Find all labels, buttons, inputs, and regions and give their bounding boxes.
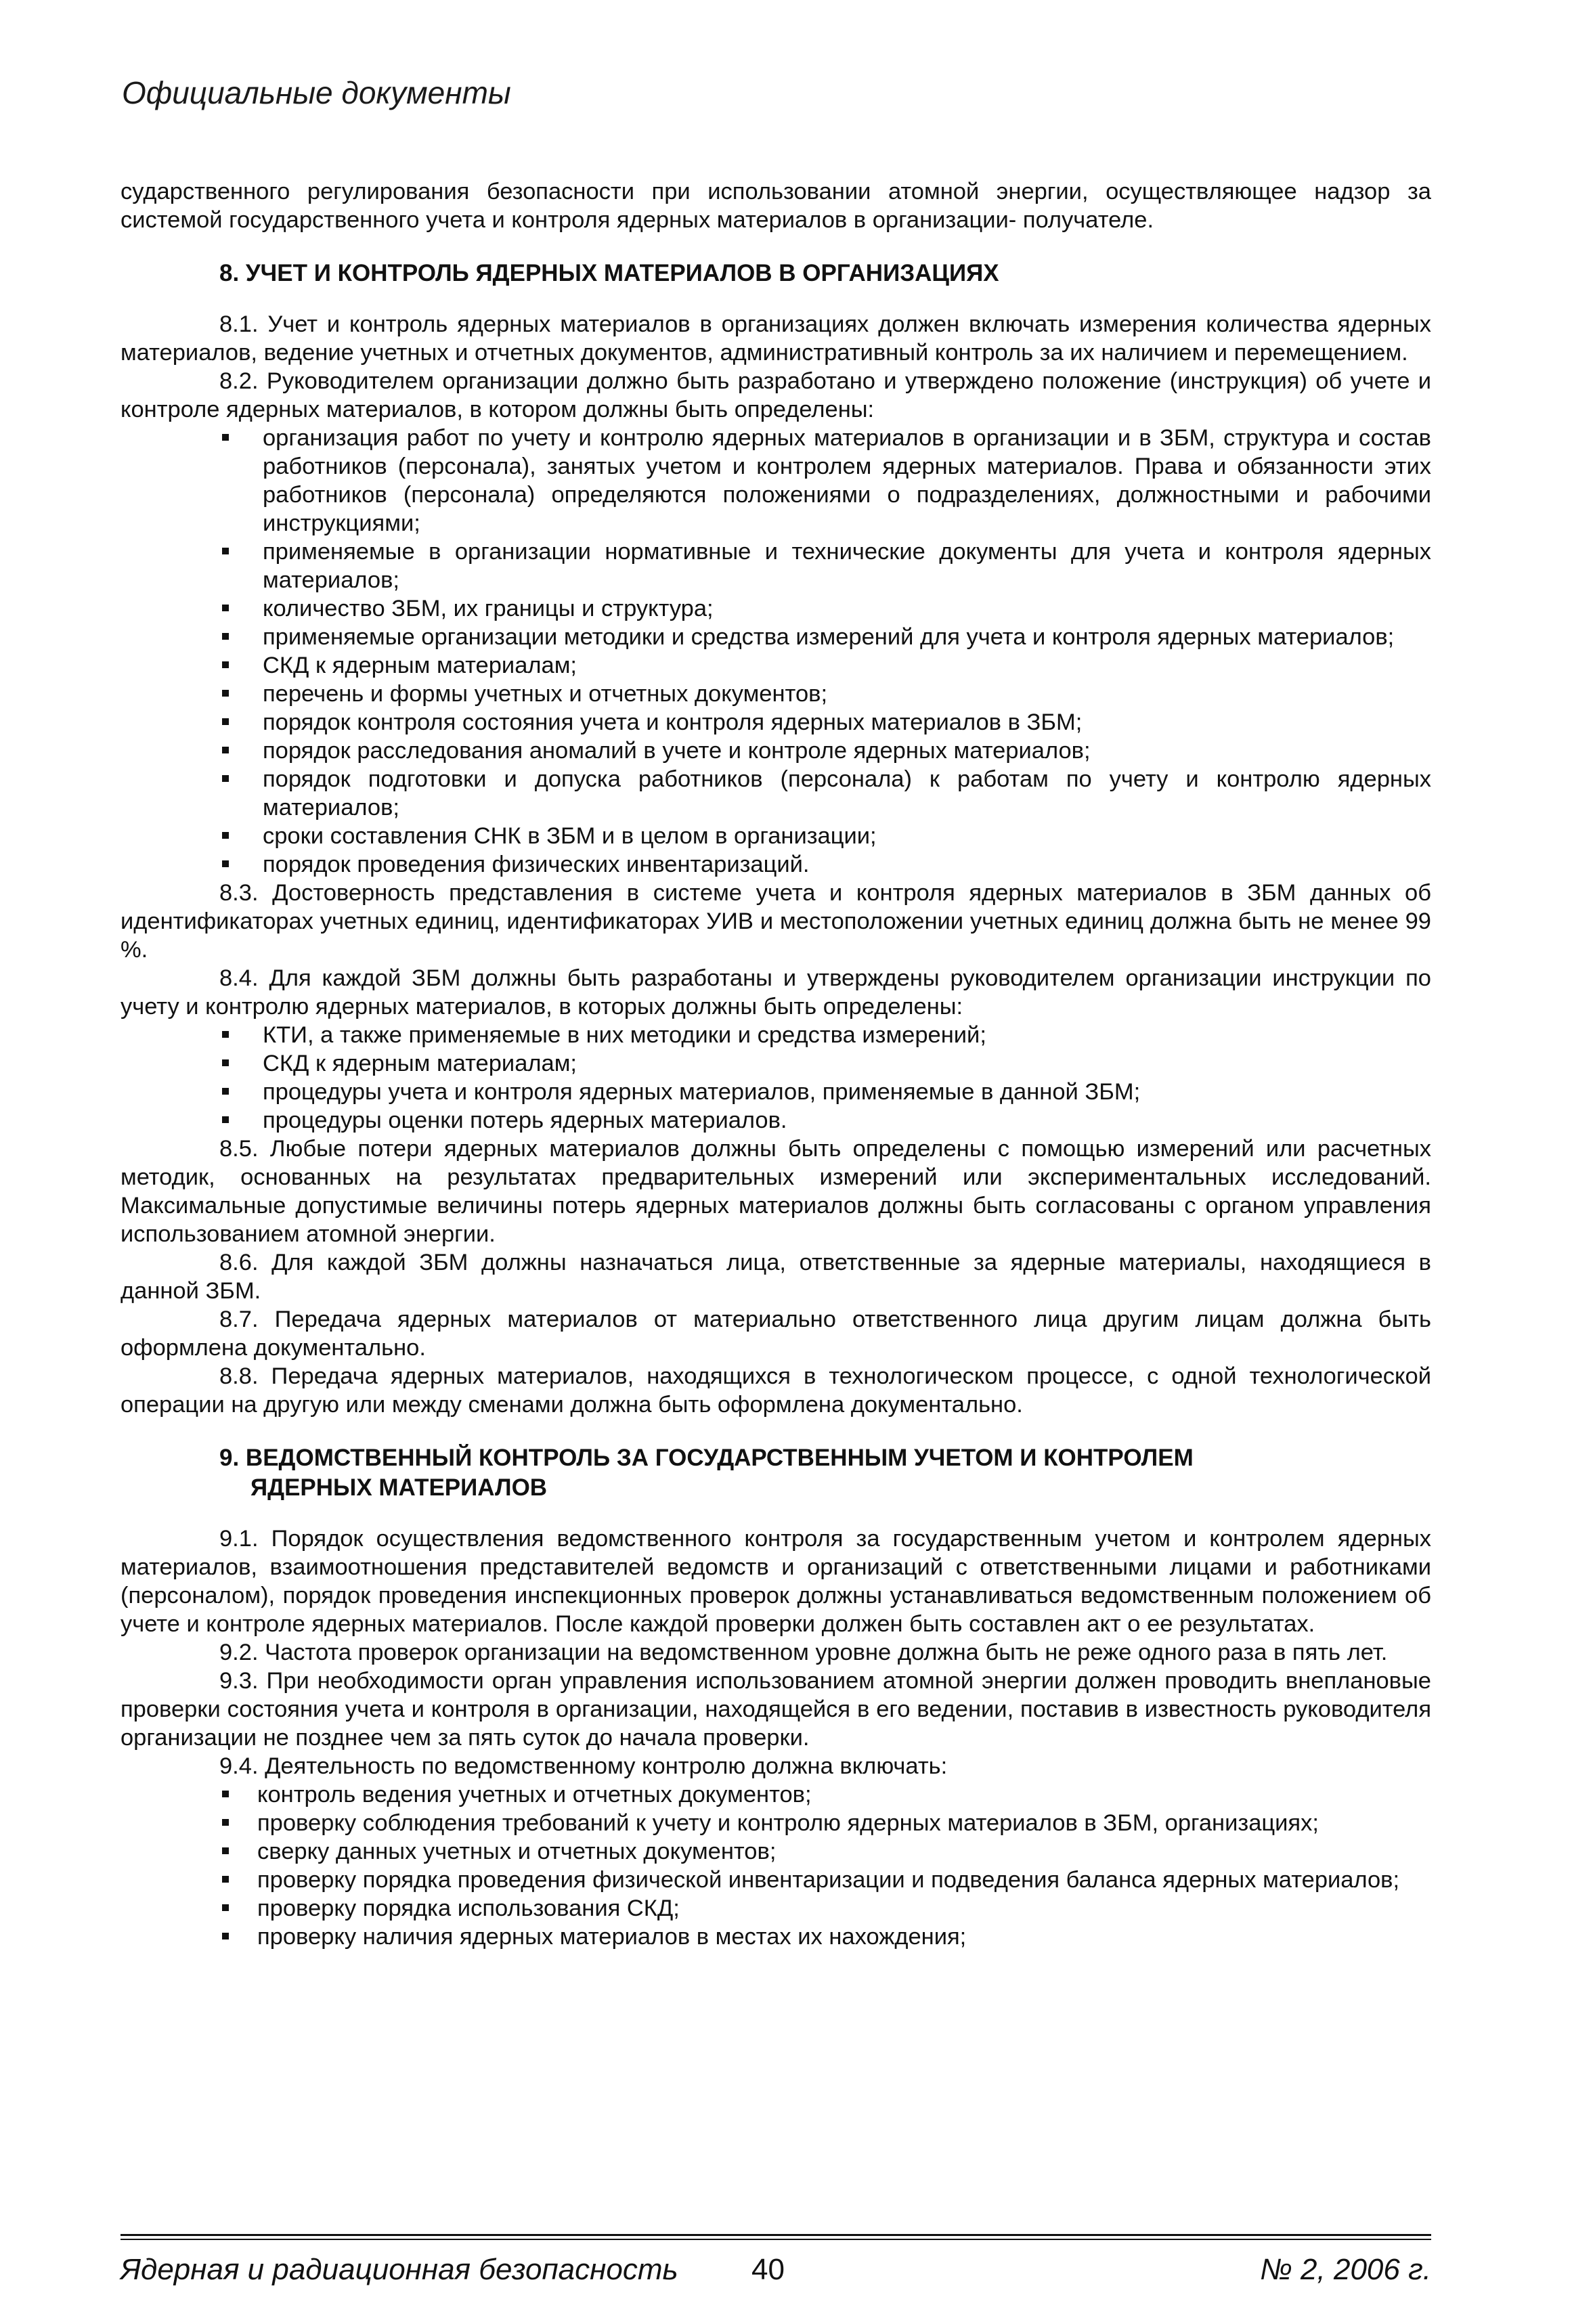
paragraph-8-1: 8.1. Учет и контроль ядерных материалов в организациях должен включать измерения количества ядерных материалов, ведение учетных и отчетных документов, административный контроль за их наличием и перемещением. (121, 311, 1431, 366)
list-item: количество ЗБМ, их границы и структура; (219, 594, 1431, 623)
paragraph-9-2: 9.2. Частота проверок организации на ведомственном уровне должна быть не реже одного раза в пять лет. (219, 1640, 1388, 1665)
paragraph-8-3: 8.3. Достоверность представления в системе учета и контроля ядерных материалов в ЗБМ данных об идентификаторах учетных единиц, идентификаторах УИВ и местоположении учетных единиц должна быть не менее 99 %. (121, 880, 1431, 963)
paragraph-9-1: 9.1. Порядок осуществления ведомственного контроля за государственным учетом и контролем ядерных материалов, взаимоотношения представителей ведомств и организаций с ответственными лицами и работниками (персоналом), порядок проведения инспекционных проверок должны устанавливаться ведомственным положением об учете и контроле ядерных материалов. После каждой проверки должен быть составлен акт о ее результатах. (121, 1526, 1431, 1637)
list-item: применяемые организации методики и средства измерений для учета и контроля ядерных материалов; (219, 623, 1431, 651)
list-item: организация работ по учету и контролю ядерных материалов в организации и в ЗБМ, структура и состав работников (персонала), занятых учетом и контролем ядерных материалов. Права и обязанности этих работников (персонала) определяются положениями о подразделениях, должностными и рабочими инструкциями; (219, 424, 1431, 538)
document-body (121, 177, 1431, 1951)
list-item: процедуры учета и контроля ядерных материалов, применяемые в данной ЗБМ; (219, 1078, 1431, 1106)
paragraph-8-5: 8.5. Любые потери ядерных материалов должны быть определены с помощью измерений или расчетных методик, основанных на результатах предварительных измерений или экспериментальных исследований. Максимальные допустимые величины потерь ядерных материалов должны быть согласованы с органом управления использованием атомной энергии. (121, 1136, 1431, 1247)
list-item: проверку порядка проведения физической инвентаризации и подведения баланса ядерных материалов; (219, 1866, 1431, 1894)
paragraph-8-4: 8.4. Для каждой ЗБМ должны быть разработаны и утверждены руководителем организации инструкции по учету и контролю ядерных материалов, в которых должны быть определены: (121, 965, 1431, 1020)
list-item: процедуры оценки потерь ядерных материалов. (219, 1106, 1431, 1135)
paragraph-9-4: 9.4. Деятельность по ведомственному контролю должна включать: (219, 1753, 948, 1779)
footer-issue: № 2, 2006 г. (1260, 2253, 1431, 2286)
list-item: порядок контроля состояния учета и контроля ядерных материалов в ЗБМ; (219, 708, 1431, 737)
footer-journal-title: Ядерная и радиационная безопасность (121, 2253, 678, 2286)
list-8-4 (121, 1021, 1431, 1135)
list-item: сверку данных учетных и отчетных документов; (219, 1837, 1431, 1866)
paragraph-8-8: 8.8. Передача ядерных материалов, находящихся в технологическом процессе, с одной технологической операции на другую или между сменами должна быть оформлена документально. (121, 1363, 1431, 1418)
list-item: КТИ, а также применяемые в них методики и средства измерений; (219, 1021, 1431, 1049)
section-9-heading (219, 1443, 1431, 1503)
paragraph-9-3: 9.3. При необходимости орган управления использованием атомной энергии должен проводить внеплановые проверки состояния учета и контроля в организации, находящейся в его ведении, поставив в известность руководителя организации не позднее чем за пять суток до начала проверки. (121, 1668, 1431, 1751)
running-header: Официальные документы (122, 75, 511, 110)
section-8-heading: 8. УЧЕТ И КОНТРОЛЬ ЯДЕРНЫХ МАТЕРИАЛОВ В ОРГАНИЗАЦИЯХ (219, 260, 999, 286)
list-item: СКД к ядерным материалам; (219, 1049, 1431, 1078)
paragraph-8-6: 8.6. Для каждой ЗБМ должны назначаться лица, ответственные за ядерные материалы, находящиеся в данной ЗБМ. (121, 1250, 1431, 1304)
list-item: порядок расследования аномалий в учете и контроле ядерных материалов; (219, 737, 1431, 765)
list-item: проверку соблюдения требований к учету и контролю ядерных материалов в ЗБМ, организациях; (219, 1809, 1431, 1837)
footer-divider-secondary (121, 2239, 1431, 2240)
section-9-heading-line1: 9. ВЕДОМСТВЕННЫЙ КОНТРОЛЬ ЗА ГОСУДАРСТВЕННЫМ УЧЕТОМ И КОНТРОЛЕМ (219, 1445, 1194, 1471)
list-item: порядок подготовки и допуска работников (персонала) к работам по учету и контролю ядерных материалов; (219, 765, 1431, 822)
paragraph-8-7: 8.7. Передача ядерных материалов от материально ответственного лица другим лицам должна быть оформлена документально. (121, 1307, 1431, 1361)
list-9-4 (121, 1780, 1431, 1951)
list-item: контроль ведения учетных и отчетных документов; (219, 1780, 1431, 1809)
list-item: проверку наличия ядерных материалов в местах их нахождения; (219, 1923, 1431, 1951)
list-item: проверку порядка использования СКД; (219, 1894, 1431, 1923)
list-item: перечень и формы учетных и отчетных документов; (219, 680, 1431, 708)
footer-divider (121, 2234, 1431, 2236)
section-9-heading-line2: ЯДЕРНЫХ МАТЕРИАЛОВ (250, 1474, 548, 1501)
intro-paragraph: сударственного регулирования безопасности при использовании атомной энергии, осуществляющее надзор за системой государственного учета и контроля ядерных материалов в организации- получателе. (121, 179, 1431, 233)
list-8-2 (121, 424, 1431, 879)
page-number: 40 (751, 2253, 785, 2286)
paragraph-8-2: 8.2. Руководителем организации должно быть разработано и утверждено положение (инструкция) об учете и контроле ядерных материалов, в котором должны быть определены: (121, 368, 1431, 422)
list-item: СКД к ядерным материалам; (219, 651, 1431, 680)
list-item: порядок проведения физических инвентаризаций. (219, 850, 1431, 879)
list-item: применяемые в организации нормативные и технические документы для учета и контроля ядерных материалов; (219, 538, 1431, 594)
list-item: сроки составления СНК в ЗБМ и в целом в организации; (219, 822, 1431, 850)
